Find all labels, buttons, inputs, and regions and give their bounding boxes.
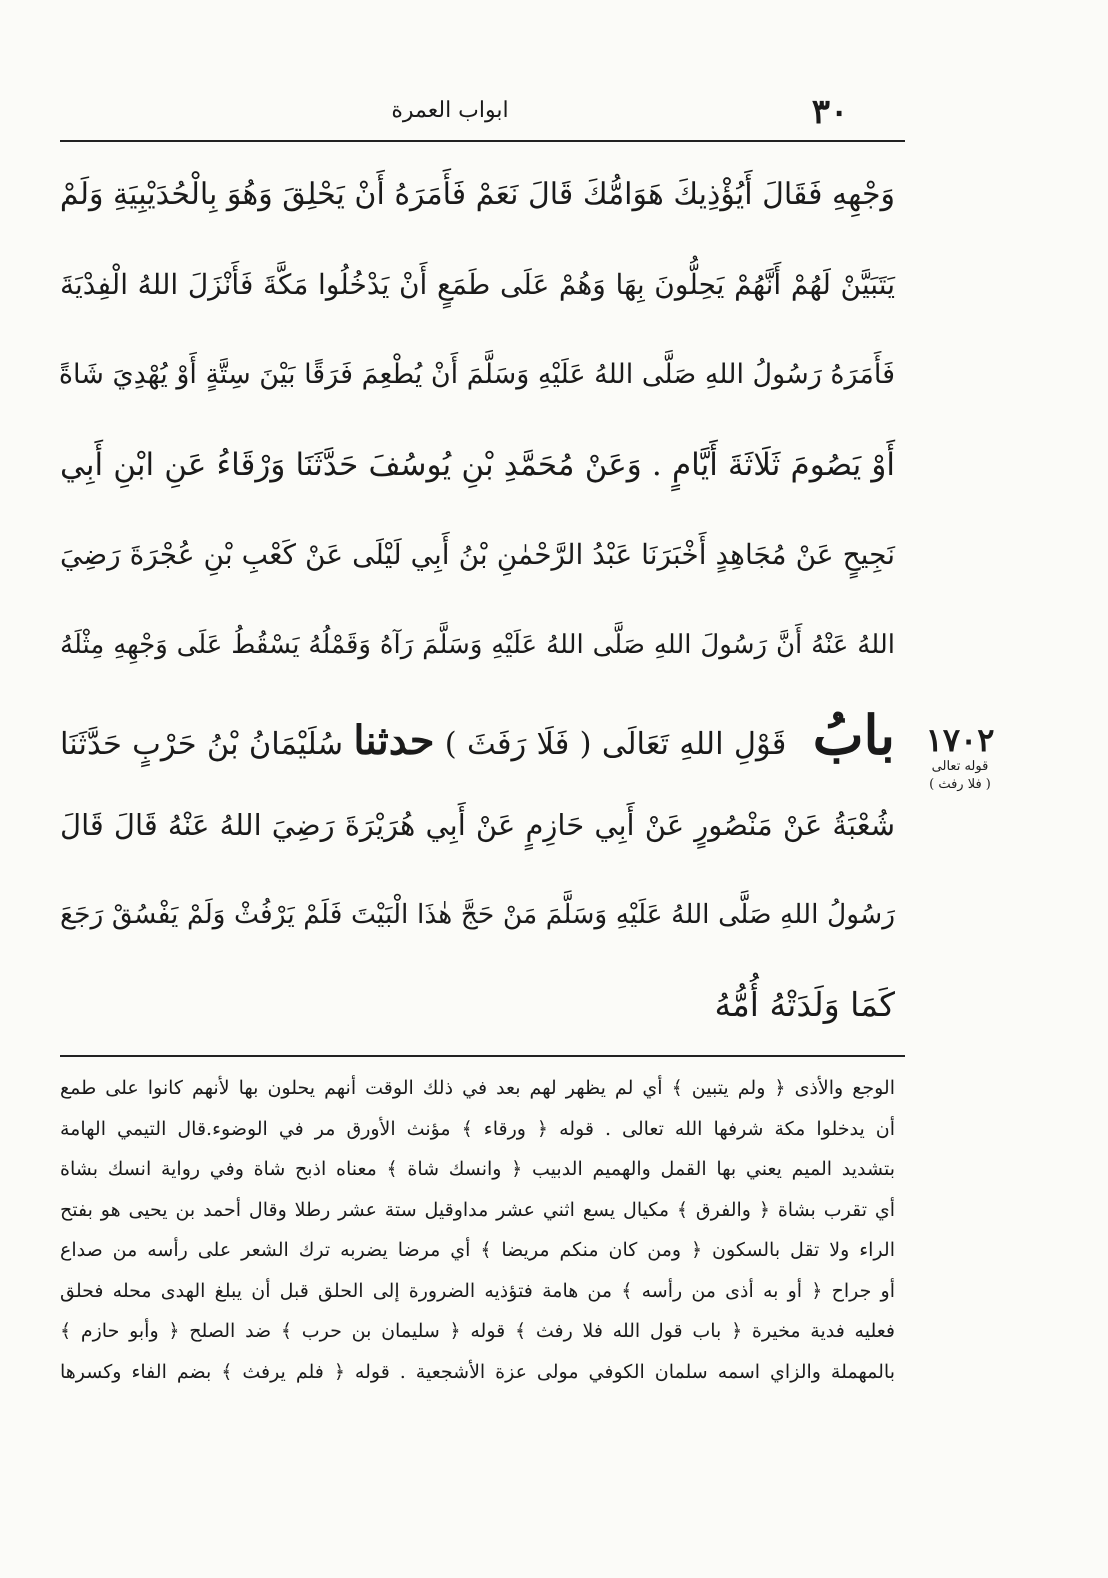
main-text-line: فَأَمَرَهُ رَسُولُ اللهِ صَلَّى اللهُ عَلَيْهِ وَسَلَّمَ أَنْ يُطْعِمَ فَرَقًا بَيْنَ سِتَّةٍ أَوْ يُهْدِيَ شَاةً	[58, 359, 895, 390]
chapter-title: قَوْلِ اللهِ تَعَالَى ( فَلَا رَفَثَ )	[444, 727, 787, 762]
footnotes	[60, 1068, 895, 1392]
margin-caption: ( فلا رفث )	[929, 777, 991, 792]
main-text-line: نَجِيحٍ عَنْ مُجَاهِدٍ أَخْبَرَنَا عَبْدُ الرَّحْمٰنِ بْنُ أَبِي لَيْلَى عَنْ كَعْبِ بْنِ عُجْرَةَ رَضِيَ	[60, 538, 895, 571]
main-text-line: اللهُ عَنْهُ أَنَّ رَسُولَ اللهِ صَلَّى اللهُ عَلَيْهِ وَسَلَّمَ رَآهُ وَقَمْلُهُ يَسْقُطُ عَلَى وَجْهِهِ مِثْلَهُ	[60, 630, 895, 660]
footnote-rule	[60, 1055, 905, 1057]
chapter-heading-word: بابُ	[812, 703, 896, 767]
narration-keyword: حدثنا	[353, 717, 435, 764]
footnote-line: بتشديد الميم يعني بها القمل والهميم الدبيب ﴿ وانسك شاة ﴾ معناه اذبح شاة وفي رواية انسك بشاة	[60, 1158, 895, 1180]
footnote-line: أي تقرب بشاة ﴿ والفرق ﴾ مكيال يسع اثني عشر مداوقيل ستة عشر رطلا وقال أحمد بن يحيى هو بفتح	[60, 1198, 895, 1221]
footnote-line: فعليه فدية مخيرة ﴿ باب قول الله فلا رفث ﴾ قوله ﴿ سليمان بن حرب ﴾ ضد الصلح ﴿ وأبو حازم ﴾	[60, 1320, 895, 1342]
header-rule	[60, 140, 905, 142]
main-text-line: شُعْبَةُ عَنْ مَنْصُورٍ عَنْ أَبِي حَازِمٍ عَنْ أَبِي هُرَيْرَةَ رَضِيَ اللهُ عَنْهُ قَالَ قَالَ	[60, 808, 895, 842]
hadith-number: ١٧٠٢	[925, 721, 995, 759]
main-text-line: وَجْهِهِ فَقَالَ أَيُؤْذِيكَ هَوَامُّكَ قَالَ نَعَمْ فَأَمَرَهُ أَنْ يَحْلِقَ وَهُوَ بِالْحُدَيْبِيَةِ وَلَمْ	[59, 177, 895, 212]
footnote-line: أن يدخلوا مكة شرفها الله تعالى . قوله ﴿ ورقاء ﴾ مؤنث الأورق مر في الوضوء.قال التيمي الهامة	[60, 1117, 895, 1140]
chapter-heading-line	[60, 690, 895, 780]
main-text-line: كَمَا وَلَدَتْهُ أُمُّهُ	[714, 985, 895, 1024]
main-text	[60, 150, 895, 1050]
main-text-line: يَتَبَيَّنْ لَهُمْ أَنَّهُمْ يَحِلُّونَ بِهَا وَهُمْ عَلَى طَمَعٍ أَنْ يَدْخُلُوا مَكَّةَ فَأَنْزَلَ اللهُ الْفِدْيَةَ	[60, 268, 895, 301]
margin-caption: قوله تعالى	[931, 759, 989, 774]
chapter-line-rest: سُلَيْمَانُ بْنُ حَرْبٍ حَدَّثَنَا	[60, 727, 344, 762]
main-text-line: أَوْ يَصُومَ ثَلَاثَةَ أَيَّامٍ . وَعَنْ مُحَمَّدِ بْنِ يُوسُفَ حَدَّثَنَا وَرْقَاءُ عَنِ ابْنِ أَبِي	[60, 447, 895, 483]
footnote-line: بالمهملة والزاي اسمه سلمان الكوفي مولى عزة الأشجعية . قوله ﴿ فلم يرفث ﴾ بضم الفاء وكسرها	[60, 1360, 895, 1383]
footnote-line: الراء ولا تقل بالسكون ﴿ ومن كان منكم مريضا ﴾ أي مرضا يضربه ترك الشعر على رأسه من صداع	[60, 1239, 895, 1261]
main-text-line: رَسُولُ اللهِ صَلَّى اللهُ عَلَيْهِ وَسَلَّمَ مَنْ حَجَّ هٰذَا الْبَيْتَ فَلَمْ يَرْفُثْ وَلَمْ يَفْسُقْ رَجَعَ	[60, 899, 895, 930]
margin-note	[905, 722, 1015, 794]
footnote-line: أو جراح ﴿ أو به أذى من رأسه ﴾ من هامة فتؤذيه الضرورة إلى الحلق قبل أن يبلغ الهدى محله فحلق	[60, 1279, 895, 1302]
footnote-line: الوجع والأذى ﴿ ولم يتبين ﴾ أي لم يظهر لهم بعد في ذلك الوقت أنهم يحلون بها لأنهم كانوا على طمع	[60, 1077, 895, 1099]
running-title: ابواب العمرة	[391, 98, 509, 123]
page-number: ٣٠	[811, 92, 849, 132]
